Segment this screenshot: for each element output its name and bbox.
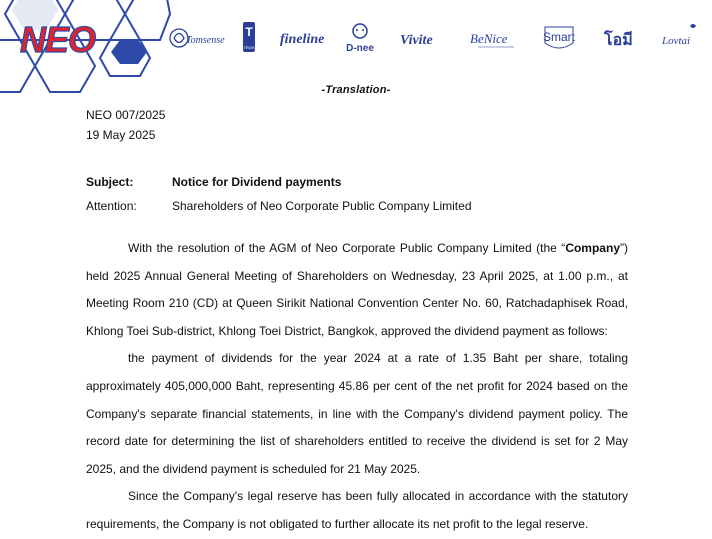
paragraph-2: the payment of dividends for the year 2024 at a rate of 1.35 Baht per share, totaling approximately 405,000,000 Baht, representing 45.86 per cent of the net profit for 2024 based on the Company's separate financial statements, in line with the Company's dividend payment policy. The record date for determining the list of shareholders entitled to receive the dividend is set for 2 May 2025, and the dividend payment is scheduled for 21 May 2025. bbox=[86, 351, 628, 476]
subject-text: Notice for Dividend payments bbox=[172, 175, 342, 189]
brand-label: BeNice bbox=[470, 31, 508, 46]
attention-text: Shareholders of Neo Corporate Public Company Limited bbox=[172, 199, 472, 213]
attention-label: Attention: bbox=[86, 199, 137, 213]
brand-tros bbox=[238, 18, 262, 58]
brand-label: TROS bbox=[243, 45, 255, 50]
reference-number: NEO 007/2025 bbox=[86, 108, 166, 122]
neo-logo-text: NEO bbox=[20, 19, 96, 60]
paragraph-1 bbox=[86, 235, 628, 345]
brand-label: fineline bbox=[280, 32, 325, 47]
document-date: 19 May 2025 bbox=[86, 128, 156, 142]
brand-omi bbox=[600, 18, 646, 58]
brand-lovtai bbox=[660, 18, 700, 58]
letter-body bbox=[86, 235, 628, 539]
subject-row bbox=[86, 170, 472, 194]
brand-label: โอมี bbox=[604, 30, 633, 49]
brand-label: Lovtai bbox=[662, 35, 691, 47]
brand-benice bbox=[468, 18, 520, 58]
subject-label: Subject: bbox=[86, 175, 134, 189]
brand-smart bbox=[536, 18, 582, 58]
paragraph-1-part-b: ”) held 2025 Annual General Meeting of Shareholders on Wednesday, 23 April 2025, at 1.00 p.m., at Meeting Room 210 (CD) at Queen Sirikit National Convention Center No. 60, Ratchadaphisek Road, Khlong Toei Sub-district, Khlong Toei District, Bangkok, approved the dividend payment as follows: bbox=[86, 241, 628, 338]
reference-block bbox=[86, 105, 165, 145]
translation-label: -Translation- bbox=[321, 84, 391, 96]
brand-dnee bbox=[340, 18, 380, 58]
svg-text:T: T bbox=[245, 25, 253, 39]
company-term: Company bbox=[565, 241, 620, 255]
paragraph-3: Since the Company's legal reserve has been fully allocated in accordance with the statutory requirements, the Company is not obligated to further allocate its net profit to the legal reserve. bbox=[86, 489, 628, 531]
brand-label: Vivite bbox=[400, 33, 433, 48]
brand-label: Tomsense bbox=[186, 35, 225, 46]
brand-fineline bbox=[278, 18, 328, 58]
attention-row bbox=[86, 194, 472, 218]
brand-label: Smart bbox=[542, 30, 576, 44]
brand-vivite bbox=[398, 18, 450, 58]
brand-label: D-nee bbox=[346, 43, 374, 54]
subject-attention-block bbox=[86, 170, 472, 218]
paragraph-1-part-a: With the resolution of the AGM of Neo Corporate Public Company Limited (the “ bbox=[128, 241, 566, 255]
brand-tomsense bbox=[168, 18, 225, 58]
